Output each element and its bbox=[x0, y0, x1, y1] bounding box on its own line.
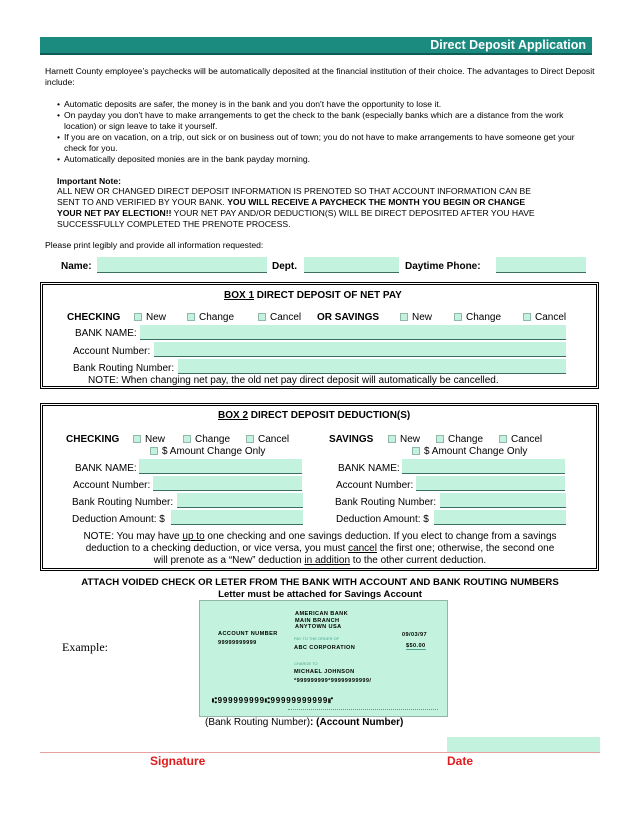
box2-savings-new-option[interactable]: New bbox=[388, 434, 420, 445]
box2-savings-bank-name-label: BANK NAME: bbox=[338, 463, 400, 474]
box2-savings-change-option[interactable]: Change bbox=[436, 434, 483, 445]
box1-savings-change-option[interactable]: Change bbox=[454, 312, 501, 323]
date-field[interactable] bbox=[447, 737, 600, 753]
check-footer-rule bbox=[288, 709, 438, 710]
box2-checking-amount-option[interactable]: $ Amount Change Only bbox=[150, 446, 265, 457]
dept-field[interactable] bbox=[304, 257, 399, 273]
checkbox-icon[interactable] bbox=[246, 435, 254, 443]
box2-checking-bank-name-field[interactable] bbox=[139, 459, 302, 474]
checkbox-icon[interactable] bbox=[150, 447, 158, 455]
checkbox-icon[interactable] bbox=[436, 435, 444, 443]
name-field[interactable] bbox=[97, 257, 267, 273]
check-caption: (Bank Routing Number): (Account Number) bbox=[205, 717, 404, 728]
box2-checking-routing-number-label: Bank Routing Number: bbox=[72, 497, 174, 508]
signature-line[interactable] bbox=[40, 752, 600, 753]
box1-bank-name-label: BANK NAME: bbox=[75, 328, 137, 339]
box1-savings-cancel-option[interactable]: Cancel bbox=[523, 312, 566, 323]
phone-label: Daytime Phone: bbox=[405, 261, 481, 272]
bullet-item: • Automatic deposits are safer, the money is in the bank and you don't have the opportunity to lose it. bbox=[57, 99, 442, 109]
check-date: 09/03/97 bbox=[402, 632, 427, 638]
check-amount: $50.00 bbox=[406, 643, 426, 649]
box1-title: BOX 1 DIRECT DEPOSIT OF NET PAY bbox=[224, 290, 402, 301]
checkbox-icon[interactable] bbox=[388, 435, 396, 443]
box1-account-number-field[interactable] bbox=[154, 342, 566, 357]
box2-checking-routing-number-field[interactable] bbox=[177, 493, 303, 508]
box1-checking-new-option[interactable]: New bbox=[134, 312, 166, 323]
checkbox-icon[interactable] bbox=[134, 313, 142, 321]
page-title: Direct Deposit Application bbox=[430, 38, 586, 52]
phone-field[interactable] bbox=[496, 257, 586, 273]
box2-note: NOTE: You may have up to one checking and one savings deduction. If you elect to change from a savings deduction to a checking deduction, or vice versa, you must cancel the first one; otherwise, the second one will prenote as a “New” deduction in addition to the other current deduction. bbox=[83, 531, 557, 566]
checkbox-icon[interactable] bbox=[258, 313, 266, 321]
checkbox-icon[interactable] bbox=[400, 313, 408, 321]
box1-checking-label: CHECKING bbox=[67, 312, 121, 323]
box2-savings-amount-option[interactable]: $ Amount Change Only bbox=[412, 446, 527, 457]
box2-title: BOX 2 DIRECT DEPOSIT DEDUCTION(S) bbox=[218, 410, 411, 421]
header-bar bbox=[40, 37, 592, 55]
box2-checking-label: CHECKING bbox=[66, 434, 120, 445]
check-charge-to-label: CHARGE TO bbox=[294, 661, 318, 666]
attach-line-1: ATTACH VOIDED CHECK OR LETER FROM THE BANK WITH ACCOUNT AND BANK ROUTING NUMBERS bbox=[81, 577, 559, 588]
check-payee: ABC CORPORATION bbox=[294, 645, 356, 651]
important-text: ALL NEW OR CHANGED DIRECT DEPOSIT INFORMATION IS PRENOTED SO THAT ACCOUNT INFORMATION CAN BE SENT TO AND VERIFIED BY YOUR BANK. YOU WILL RECEIVE A PAYCHECK THE MONTH YOU BEGIN OR CHANGE YOUR NET PAY ELECTION!! YOUR NET PAY AND/OR DEDUCTION(S) WILL BE DIRECT DEPOSITED AFTER YOU HAVE SUCCESSFULLY COMPLETED THE PRENOTE PROCESS. bbox=[57, 186, 535, 229]
example-label: Example: bbox=[62, 640, 108, 654]
box2-checking-deduction-amount-field[interactable] bbox=[171, 510, 303, 525]
box2-savings-deduction-amount-label: Deduction Amount: $ bbox=[336, 514, 429, 525]
bullet-item: • On payday you don't have to make arrangements to get the check to the bank (especially banks which are a distance from the work location) or sign leave to take it yourself. bbox=[57, 110, 564, 131]
box2-checking-bank-name-label: BANK NAME: bbox=[75, 463, 137, 474]
checkbox-icon[interactable] bbox=[133, 435, 141, 443]
box1-bank-name-field[interactable] bbox=[140, 325, 566, 340]
check-account-value: 99999999999 bbox=[218, 640, 257, 646]
box2-checking-change-option[interactable]: Change bbox=[183, 434, 230, 445]
box1-note: NOTE: When changing net pay, the old net pay direct deposit will automatically be cancelled. bbox=[88, 375, 499, 386]
check-charge-numbers: *999999999*99999999999/ bbox=[294, 678, 372, 684]
box2-checking-new-option[interactable]: New bbox=[133, 434, 165, 445]
checkbox-icon[interactable] bbox=[454, 313, 462, 321]
check-account-label: ACCOUNT NUMBER bbox=[218, 631, 278, 637]
dept-label: Dept. bbox=[272, 261, 297, 272]
check-micr-line: ⑆999999999⑆99999999999⑈ bbox=[212, 696, 334, 705]
box1-checking-cancel-option[interactable]: Cancel bbox=[258, 312, 301, 323]
box1-checking-change-option[interactable]: Change bbox=[187, 312, 234, 323]
name-label: Name: bbox=[61, 261, 92, 272]
checkbox-icon[interactable] bbox=[187, 313, 195, 321]
box2-checking-deduction-amount-label: Deduction Amount: $ bbox=[72, 514, 165, 525]
bullet-item: • If you are on vacation, on a trip, out sick or on business out of town; you do not have to make arrangements to have someone get your check for you. bbox=[57, 132, 575, 153]
important-heading: Important Note: bbox=[57, 176, 121, 186]
check-charge-name: MICHAEL JOHNSON bbox=[294, 669, 355, 675]
print-note: Please print legibly and provide all information requested: bbox=[45, 240, 264, 250]
checkbox-icon[interactable] bbox=[499, 435, 507, 443]
box2-checking-account-number-field[interactable] bbox=[153, 476, 302, 491]
check-pay-to-label: PAY TO THE ORDER OF bbox=[294, 636, 340, 641]
box1-account-number-label: Account Number: bbox=[73, 346, 151, 357]
box2-savings-cancel-option[interactable]: Cancel bbox=[499, 434, 542, 445]
intro-text: Harnett County employee’s paychecks will be automatically deposited at the financial institution of their choice. The advantages to Direct Deposit include: bbox=[45, 66, 595, 87]
box2-savings-deduction-amount-field[interactable] bbox=[434, 510, 566, 525]
box2-checking-account-number-label: Account Number: bbox=[73, 480, 151, 491]
checkbox-icon[interactable] bbox=[412, 447, 420, 455]
box2-savings-label: SAVINGS bbox=[329, 434, 374, 445]
signature-label: Signature bbox=[150, 754, 206, 768]
check-bank-name: AMERICAN BANK MAIN BRANCH ANYTOWN USA bbox=[295, 611, 349, 630]
example-check-image bbox=[199, 600, 448, 717]
box2-savings-routing-number-label: Bank Routing Number: bbox=[335, 497, 437, 508]
box1-routing-number-label: Bank Routing Number: bbox=[73, 363, 175, 374]
checkbox-icon[interactable] bbox=[183, 435, 191, 443]
box1-savings-new-option[interactable]: New bbox=[400, 312, 432, 323]
box1-routing-number-field[interactable] bbox=[178, 359, 566, 374]
date-label: Date bbox=[447, 754, 474, 768]
box2-savings-routing-number-field[interactable] bbox=[440, 493, 566, 508]
bullet-item: • Automatically deposited monies are in the bank payday morning. bbox=[57, 154, 311, 164]
attach-line-2: Letter must be attached for Savings Account bbox=[218, 589, 422, 600]
checkbox-icon[interactable] bbox=[523, 313, 531, 321]
box2-checking-cancel-option[interactable]: Cancel bbox=[246, 434, 289, 445]
box2-savings-account-number-field[interactable] bbox=[416, 476, 565, 491]
box2-savings-bank-name-field[interactable] bbox=[402, 459, 565, 474]
box2-savings-account-number-label: Account Number: bbox=[336, 480, 414, 491]
box1-savings-label: OR SAVINGS bbox=[317, 312, 380, 323]
